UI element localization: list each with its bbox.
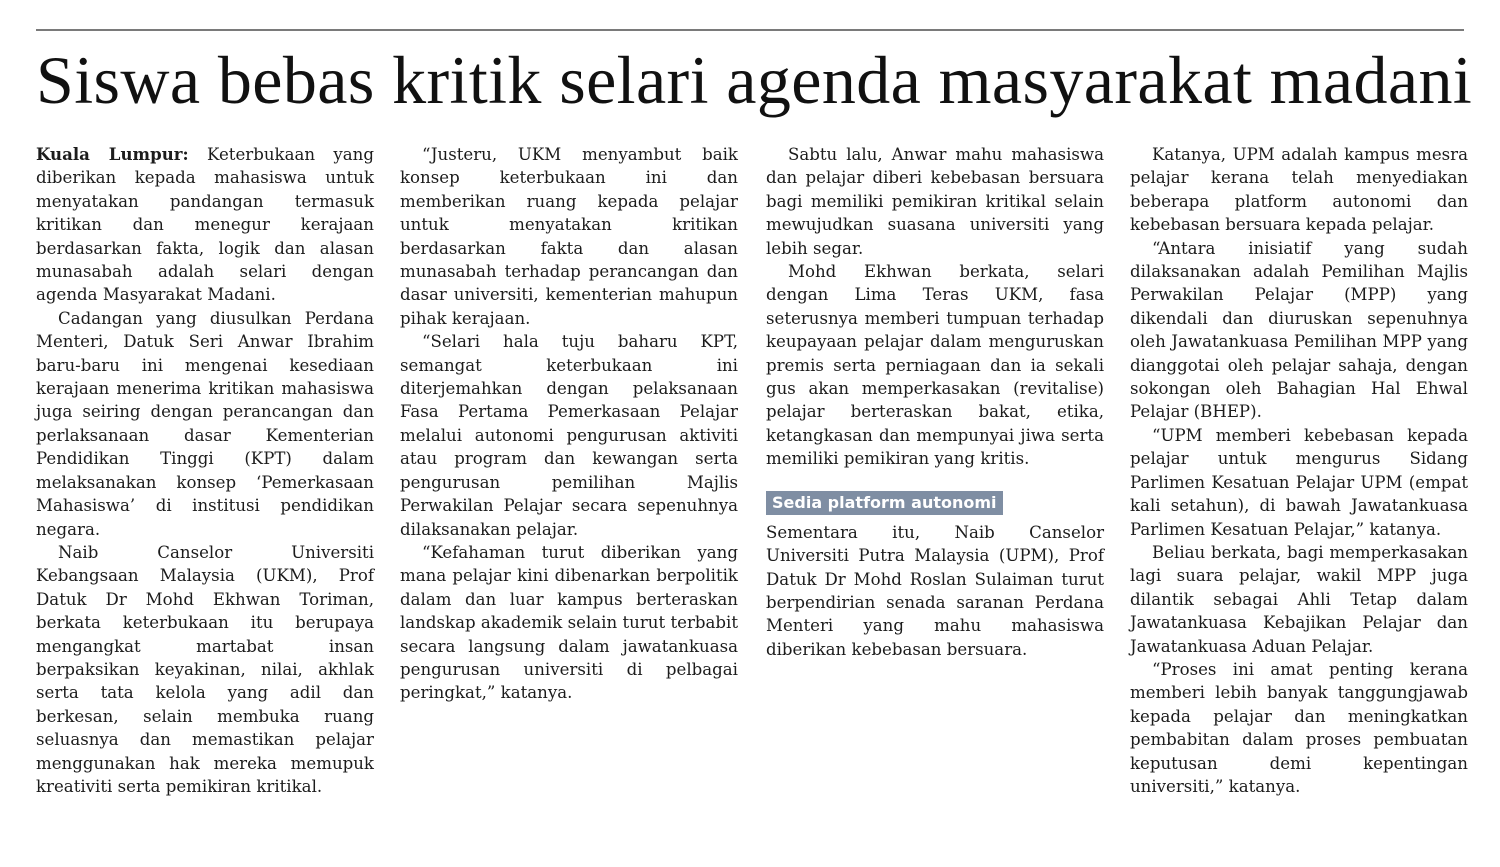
dateline: Kuala Lumpur: xyxy=(36,144,189,164)
subheading: Sedia platform autonomi xyxy=(766,491,1003,515)
column-3 xyxy=(766,143,1104,661)
paragraph-6: “Kefahaman turut diberikan yang mana pelajar kini dibenarkan berpolitik dalam dan luar kampus berteraskan landskap akademik selain turut terbabit secara langsung dalam jawatankuasa pengurusan universiti di pelbagai peringkat,” katanya. xyxy=(400,542,738,703)
column-1 xyxy=(36,143,374,798)
column-2 xyxy=(400,143,738,705)
headline: Siswa bebas kritik selari agenda masyarakat madani xyxy=(36,42,1473,118)
paragraph-14: “Proses ini amat penting kerana memberi lebih banyak tanggungjawab kepada pelajar dan meningkatkan pembabitan dalam proses pembuatan keputusan demi kepentingan universiti,” katanya. xyxy=(1130,659,1468,796)
paragraph-7: Sabtu lalu, Anwar mahu mahasiswa dan pelajar diberi kebebasan bersuara bagi memiliki pemikiran kritikal selain mewujudkan suasana universiti yang lebih segar. xyxy=(766,145,1104,258)
paragraph-12: “UPM memberi kebebasan kepada pelajar untuk mengurus Sidang Parlimen Kesatuan Pelajar UPM (empat kali setahun), di bawah Jawatankuasa Parlimen Kesatuan Pelajar,” katanya. xyxy=(1130,425,1468,539)
paragraph-1: Keterbukaan yang diberikan kepada mahasiswa untuk menyatakan pandangan termasuk kritikan dan menegur kerajaan berdasarkan fakta, logik dan alasan munasabah adalah selari dengan agenda Masyarakat Madani. xyxy=(36,145,374,305)
paragraph-4: “Justeru, UKM menyambut baik konsep keterbukaan ini dan memberikan ruang kepada pelajar untuk menyatakan kritikan berdasarkan fakta dan alasan munasabah terhadap perancangan dan dasar universiti, kementerian mahupun pihak kerajaan. xyxy=(400,145,738,328)
paragraph-9: Sementara itu, Naib Canselor Universiti Putra Malaysia (UPM), Prof Datuk Dr Mohd Roslan Sulaiman turut berpendirian senada saranan Perdana Menteri yang mahu mahasiswa diberikan kebebasan bersuara. xyxy=(766,522,1104,659)
paragraph-11: “Antara inisiatif yang sudah dilaksanakan adalah Pemilihan Majlis Perwakilan Pelajar (MPP) yang dikendali dan diuruskan sepenuhnya oleh Jawatankuasa Pemilihan MPP yang dianggotai oleh pelajar sahaja, dengan sokongan oleh Bahagian Hal Ehwal Pelajar (BHEP). xyxy=(1130,238,1468,422)
paragraph-10: Katanya, UPM adalah kampus mesra pelajar kerana telah menyediakan beberapa platform autonomi dan kebebasan bersuara kepada pelajar. xyxy=(1130,145,1468,235)
paragraph-8: Mohd Ekhwan berkata, selari dengan Lima Teras UKM, fasa seterusnya memberi tumpuan terhadap keupayaan pelajar dalam menguruskan premis serta perniagaan dan ia sekali gus akan memperkasakan (revitalise) pelajar berteraskan bakat, etika, ketangkasan dan mempunyai jiwa serta memiliki pemikiran yang kritis. xyxy=(766,262,1104,469)
top-rule xyxy=(36,29,1464,31)
paragraph-5: “Selari hala tuju baharu KPT, semangat keterbukaan ini diterjemahkan dengan pelaksanaan Fasa Pertama Pemerkasaan Pelajar melalui autonomi pengurusan aktiviti atau program dan kewangan serta pengurusan pemilihan Majlis Perwakilan Pelajar secara sepenuhnya dilaksanakan pelajar. xyxy=(400,332,738,539)
paragraph-3: Naib Canselor Universiti Kebangsaan Malaysia (UKM), Prof Datuk Dr Mohd Ekhwan Toriman, berkata keterbukaan itu berupaya mengangkat martabat insan berpaksikan keyakinan, nilai, akhlak serta tata kelola yang adil dan berkesan, selain membuka ruang seluasnya dan memastikan pelajar menggunakan hak mereka memupuk kreativiti serta pemikiran kritikal. xyxy=(36,542,374,796)
lead-paragraph xyxy=(36,143,374,307)
paragraph-13: Beliau berkata, bagi memperkasakan lagi suara pelajar, wakil MPP juga dilantik sebagai Ahli Tetap dalam Jawatankuasa Kebajikan Pelajar dan Jawatankuasa Aduan Pelajar. xyxy=(1130,542,1468,656)
column-4 xyxy=(1130,143,1468,798)
paragraph-2: Cadangan yang diusulkan Perdana Menteri, Datuk Seri Anwar Ibrahim baru-baru ini mengenai kesediaan kerajaan menerima kritikan mahasiswa juga seiring dengan perancangan dan perlaksanaan dasar Kementerian Pendidikan Tinggi (KPT) dalam melaksanakan konsep ‘Pemerkasaan Mahasiswa’ di institusi pendidikan negara. xyxy=(36,308,374,539)
